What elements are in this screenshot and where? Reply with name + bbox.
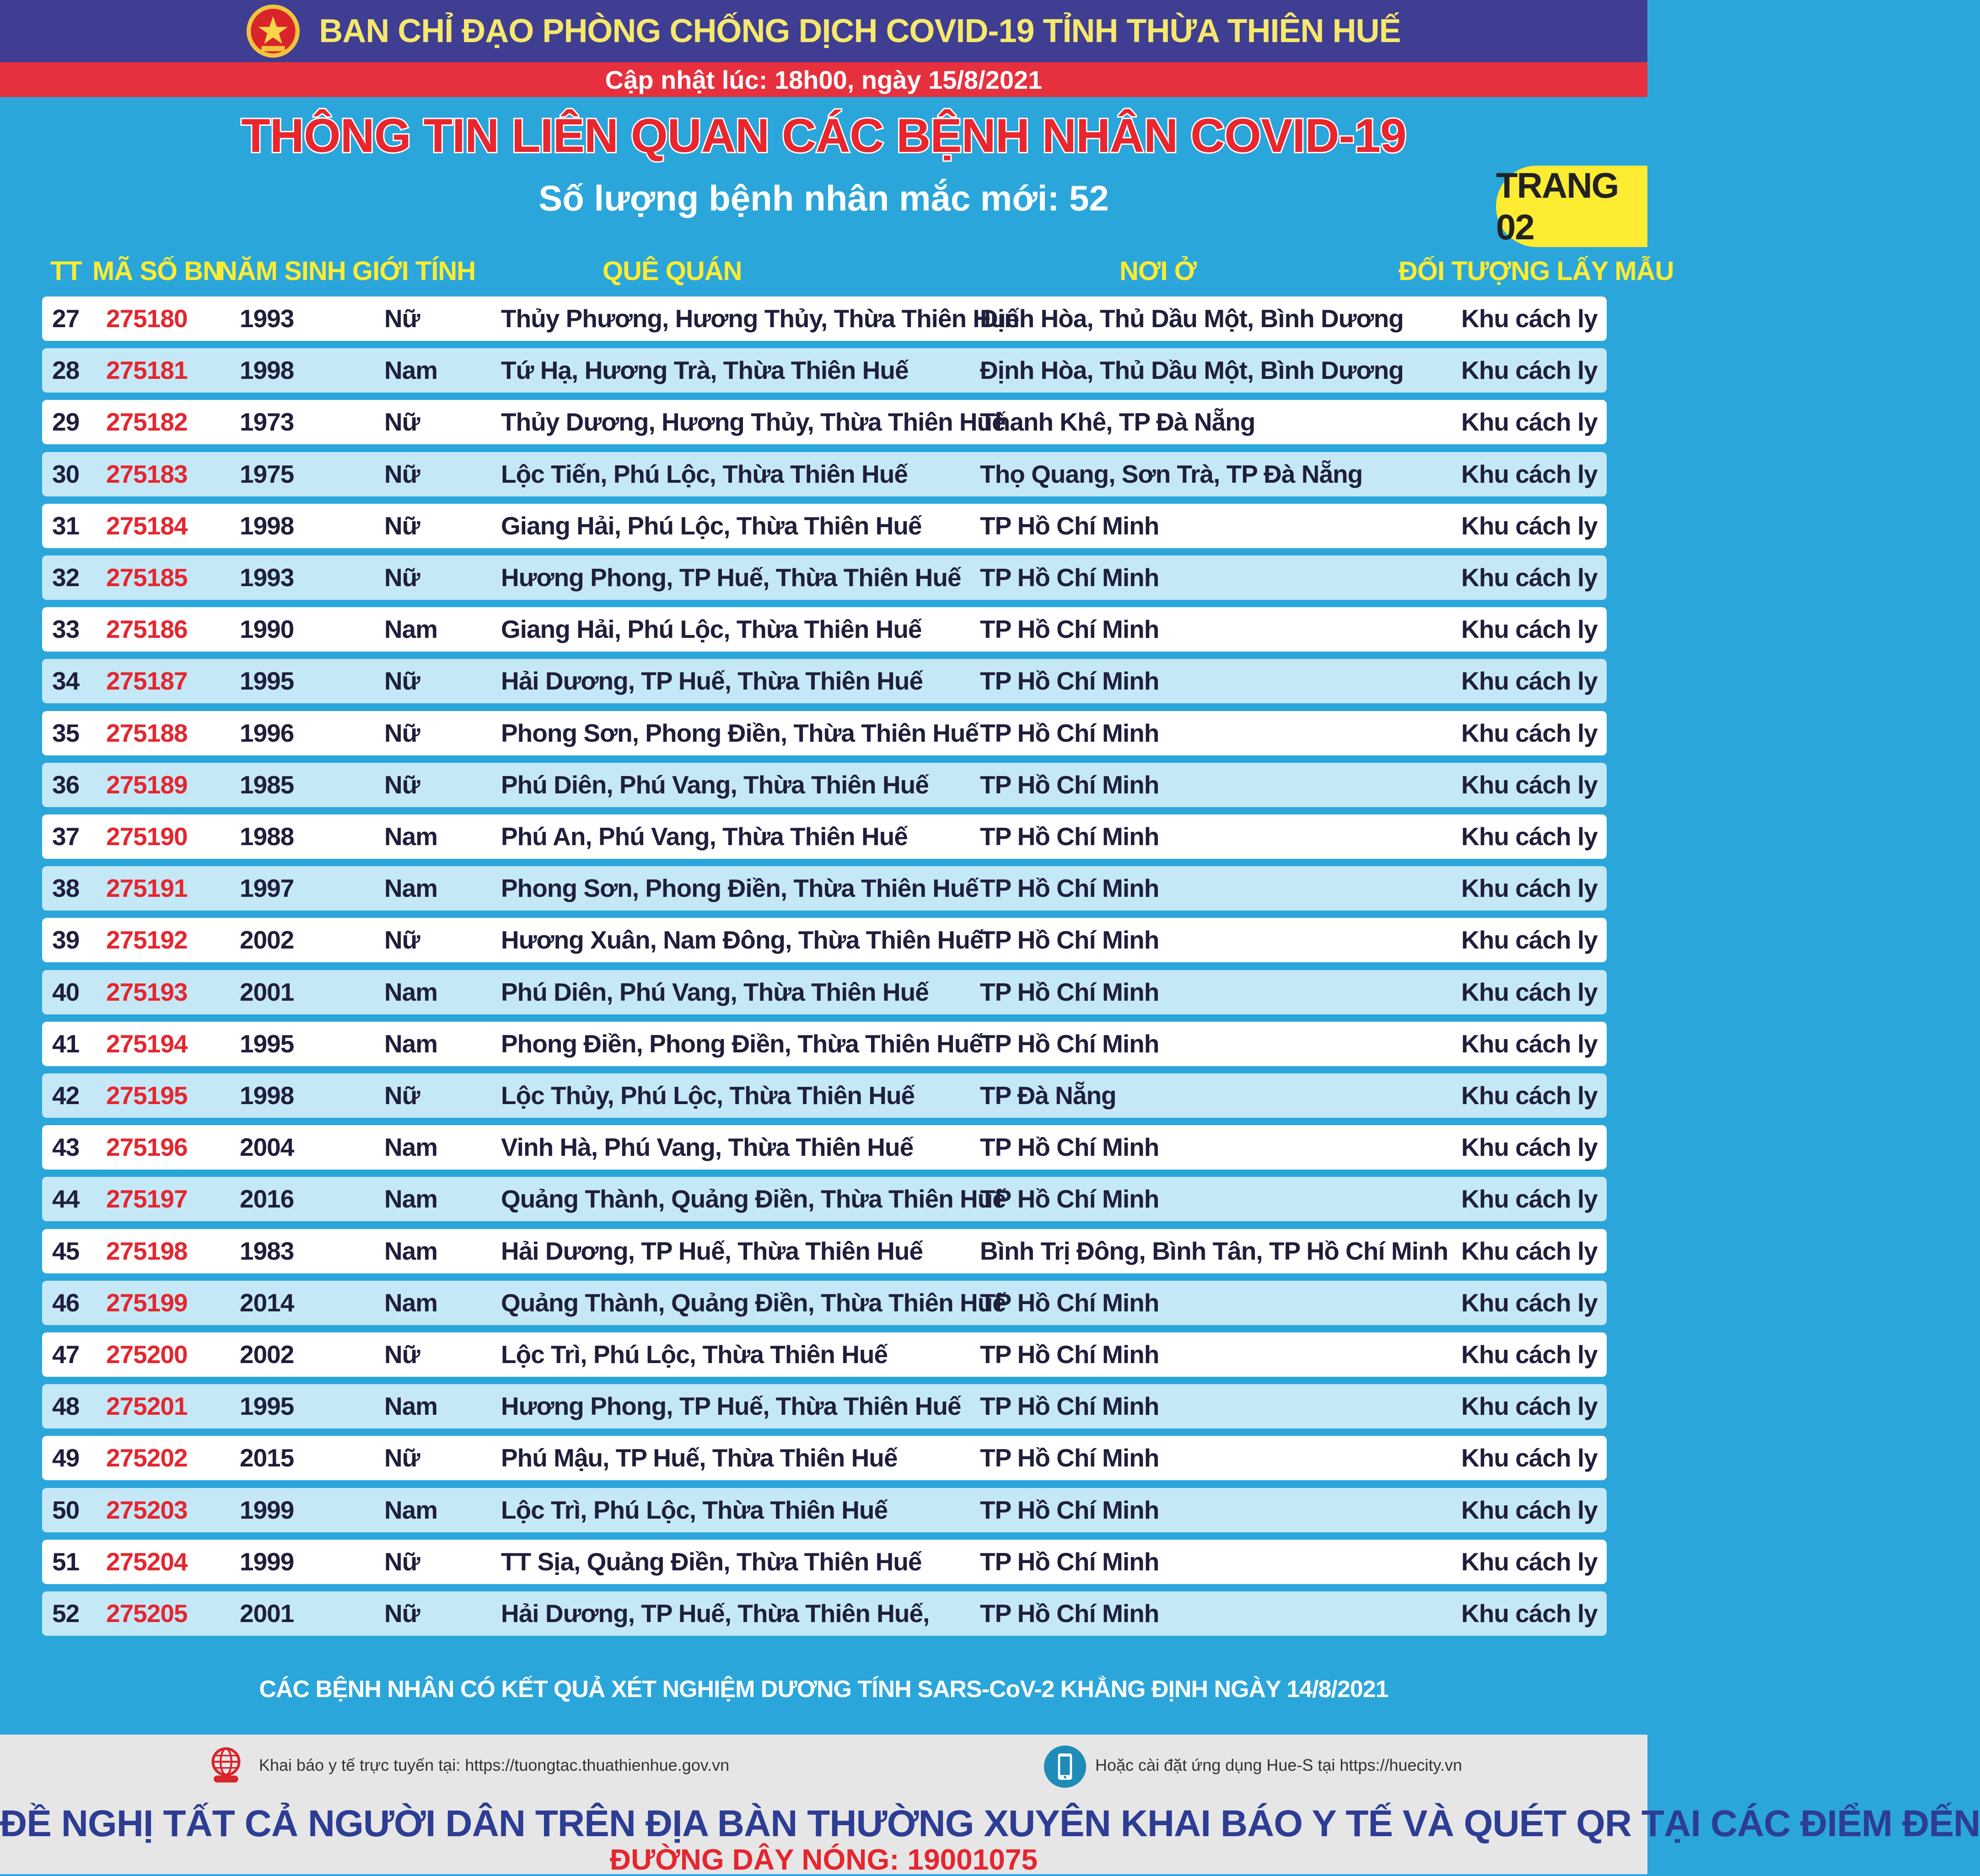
table-row xyxy=(42,866,1607,911)
cell-code: 275183 xyxy=(106,459,188,488)
cell-year: 1996 xyxy=(240,718,294,747)
cell-hometown: Phong Điền, Phong Điền, Thừa Thiên Huế xyxy=(501,1029,983,1058)
table-row xyxy=(42,1332,1607,1377)
cell-hometown: Vinh Hà, Phú Vang, Thừa Thiên Huế xyxy=(501,1133,914,1162)
cell-year: 1995 xyxy=(240,667,294,695)
cell-tt: 36 xyxy=(52,770,80,799)
cell-tt: 43 xyxy=(52,1133,80,1162)
cell-sample: Khu cách ly xyxy=(1461,408,1598,437)
cell-hometown: Hương Phong, TP Huế, Thừa Thiên Huế xyxy=(501,563,961,592)
cell-year: 1975 xyxy=(240,459,294,488)
table-row xyxy=(42,1281,1607,1325)
cell-residence: Bình Trị Đông, Bình Tân, TP Hồ Chí Minh xyxy=(980,1236,1448,1265)
cell-year: 1985 xyxy=(240,770,294,799)
page-number-badge xyxy=(1496,166,1647,247)
cell-residence: Định Hòa, Thủ Dầu Một, Bình Dương xyxy=(980,356,1404,385)
app-install-text: Hoặc cài đặt ứng dụng Hue-S tại https://huecity.vn xyxy=(1095,1756,1462,1774)
table-row xyxy=(42,296,1607,341)
cell-hometown: Hải Dương, TP Huế, Thừa Thiên Huế, xyxy=(501,1599,930,1628)
cell-sample: Khu cách ly xyxy=(1461,874,1598,903)
table-row xyxy=(42,1488,1607,1532)
top-banner xyxy=(0,0,1647,62)
cell-gender: Nam xyxy=(384,356,438,385)
cell-year: 2014 xyxy=(240,1288,294,1317)
cell-tt: 37 xyxy=(52,822,80,851)
cell-residence: TP Hồ Chí Minh xyxy=(980,667,1159,695)
table-row xyxy=(42,607,1607,652)
cell-code: 275201 xyxy=(106,1392,188,1421)
cell-sample: Khu cách ly xyxy=(1461,667,1598,695)
cell-sample: Khu cách ly xyxy=(1461,615,1598,644)
cell-residence: TP Hồ Chí Minh xyxy=(980,1444,1159,1472)
cell-year: 1997 xyxy=(240,874,294,903)
cell-code: 275197 xyxy=(106,1185,188,1213)
cell-year: 2002 xyxy=(240,926,294,954)
cell-sample: Khu cách ly xyxy=(1461,1392,1598,1421)
column-header-hometown: QUÊ QUÁN xyxy=(603,256,742,286)
cell-hometown: Lộc Tiến, Phú Lộc, Thừa Thiên Huế xyxy=(501,459,908,488)
cell-residence: Thọ Quang, Sơn Trà, TP Đà Nẵng xyxy=(980,459,1363,488)
cell-year: 2016 xyxy=(240,1185,294,1213)
cell-tt: 52 xyxy=(52,1599,80,1628)
cell-year: 1998 xyxy=(240,356,294,385)
column-header-tt: TT xyxy=(50,256,82,286)
cell-gender: Nữ xyxy=(384,304,420,333)
cell-tt: 39 xyxy=(52,926,80,954)
main-title: THÔNG TIN LIÊN QUAN CÁC BỆNH NHÂN COVID-19 xyxy=(241,109,1406,162)
cell-gender: Nữ xyxy=(384,563,420,592)
cell-residence: TP Hồ Chí Minh xyxy=(980,1029,1159,1058)
column-header-code: MÃ SỐ BN xyxy=(92,256,221,286)
cell-code: 275204 xyxy=(106,1547,188,1576)
cell-residence: TP Hồ Chí Minh xyxy=(980,1340,1159,1369)
cell-sample: Khu cách ly xyxy=(1461,511,1598,540)
cell-residence: TP Hồ Chí Minh xyxy=(980,874,1159,903)
cell-year: 1993 xyxy=(240,563,294,592)
table-row xyxy=(42,1591,1607,1636)
cell-tt: 34 xyxy=(52,667,80,695)
cell-residence: TP Hồ Chí Minh xyxy=(980,1599,1159,1628)
cell-code: 275192 xyxy=(106,926,188,954)
table-row xyxy=(42,1073,1607,1118)
cell-hometown: Giang Hải, Phú Lộc, Thừa Thiên Huế xyxy=(501,511,922,540)
cell-hometown: Giang Hải, Phú Lộc, Thừa Thiên Huế xyxy=(501,615,922,644)
cell-sample: Khu cách ly xyxy=(1461,1236,1598,1265)
table-header xyxy=(42,251,1674,292)
cell-tt: 38 xyxy=(52,874,80,903)
cell-gender: Nữ xyxy=(384,1444,420,1472)
cell-gender: Nữ xyxy=(384,408,420,437)
cell-gender: Nữ xyxy=(384,718,420,747)
cell-residence: TP Hồ Chí Minh xyxy=(980,563,1159,592)
cell-hometown: Phú An, Phú Vang, Thừa Thiên Huế xyxy=(501,822,908,851)
table-row xyxy=(42,970,1607,1014)
page-number-label: TRANG 02 xyxy=(1496,165,1619,247)
national-emblem-icon xyxy=(247,5,300,58)
cell-hometown: Phong Sơn, Phong Điền, Thừa Thiên Huế xyxy=(501,718,979,747)
cell-year: 1983 xyxy=(240,1236,294,1265)
appeal-message: ĐỀ NGHỊ TẤT CẢ NGƯỜI DÂN TRÊN ĐỊA BÀN THƯỜNG XUYÊN KHAI BÁO Y TẾ VÀ QUÉT QR TẠI CÁC ĐIỂM ĐẾN xyxy=(0,1803,1980,1844)
table-row xyxy=(42,1022,1607,1066)
cell-gender: Nữ xyxy=(384,667,420,695)
cell-hometown: Thủy Dương, Hương Thủy, Thừa Thiên Huế xyxy=(501,408,1006,437)
table-row xyxy=(42,814,1607,859)
cell-tt: 40 xyxy=(52,977,80,1006)
cell-code: 275205 xyxy=(106,1599,188,1628)
cell-code: 275181 xyxy=(106,356,188,385)
cell-code: 275202 xyxy=(106,1444,188,1472)
column-header-sample: ĐỐI TƯỢNG LẤY MẪU xyxy=(1399,256,1674,286)
table-row xyxy=(42,1540,1607,1584)
cell-sample: Khu cách ly xyxy=(1461,718,1598,747)
table-row xyxy=(42,400,1607,444)
cell-year: 1998 xyxy=(240,1081,294,1110)
cell-year: 2015 xyxy=(240,1444,294,1472)
cell-sample: Khu cách ly xyxy=(1461,926,1598,954)
table-row xyxy=(42,504,1607,548)
cell-code: 275184 xyxy=(106,511,188,540)
cell-sample: Khu cách ly xyxy=(1461,1185,1598,1213)
cell-sample: Khu cách ly xyxy=(1461,822,1598,851)
cell-tt: 50 xyxy=(52,1495,80,1524)
cell-tt: 29 xyxy=(52,408,80,437)
cell-hometown: Lộc Thủy, Phú Lộc, Thừa Thiên Huế xyxy=(501,1081,915,1110)
cell-year: 1973 xyxy=(240,408,294,437)
cell-tt: 42 xyxy=(52,1081,80,1110)
cell-sample: Khu cách ly xyxy=(1461,770,1598,799)
table-row xyxy=(42,348,1607,393)
cell-sample: Khu cách ly xyxy=(1461,459,1598,488)
cell-code: 275194 xyxy=(106,1029,188,1058)
cell-year: 2004 xyxy=(240,1133,294,1162)
cell-hometown: Hải Dương, TP Huế, Thừa Thiên Huế xyxy=(501,1236,923,1265)
cell-tt: 31 xyxy=(52,511,80,540)
cell-gender: Nữ xyxy=(384,1547,420,1576)
cell-gender: Nam xyxy=(384,615,438,644)
cell-year: 2002 xyxy=(240,1340,294,1369)
cell-gender: Nam xyxy=(384,1495,438,1524)
cell-code: 275196 xyxy=(106,1133,188,1162)
cell-gender: Nam xyxy=(384,1185,438,1213)
cell-hometown: Thủy Phương, Hương Thủy, Thừa Thiên Huế xyxy=(501,304,1019,333)
cell-sample: Khu cách ly xyxy=(1461,977,1598,1006)
cell-code: 275186 xyxy=(106,615,188,644)
cell-tt: 48 xyxy=(52,1392,80,1421)
table-row xyxy=(42,1384,1607,1429)
cell-residence: TP Hồ Chí Minh xyxy=(980,1288,1159,1317)
cell-sample: Khu cách ly xyxy=(1461,1547,1598,1576)
cell-gender: Nữ xyxy=(384,770,420,799)
cell-tt: 35 xyxy=(52,718,80,747)
cell-code: 275200 xyxy=(106,1340,188,1369)
cell-tt: 44 xyxy=(52,1185,80,1213)
footer xyxy=(0,1735,1980,1876)
cell-code: 275187 xyxy=(106,667,188,695)
cell-year: 1988 xyxy=(240,822,294,851)
cell-code: 275203 xyxy=(106,1495,188,1524)
cell-residence: TP Hồ Chí Minh xyxy=(980,1495,1159,1524)
cell-gender: Nữ xyxy=(384,1599,420,1628)
cell-residence: Thanh Khê, TP Đà Nẵng xyxy=(980,408,1255,437)
cell-gender: Nam xyxy=(384,1029,438,1058)
cell-hometown: Tứ Hạ, Hương Trà, Thừa Thiên Huế xyxy=(501,356,909,385)
cell-sample: Khu cách ly xyxy=(1461,1288,1598,1317)
column-header-year: NĂM SINH xyxy=(218,256,346,286)
cell-gender: Nữ xyxy=(384,459,420,488)
cell-hometown: Hương Phong, TP Huế, Thừa Thiên Huế xyxy=(501,1392,961,1421)
cell-hometown: TT Sịa, Quảng Điền, Thừa Thiên Huế xyxy=(501,1547,922,1576)
cell-code: 275191 xyxy=(106,874,188,903)
cell-code: 275199 xyxy=(106,1288,188,1317)
cell-tt: 46 xyxy=(52,1288,80,1317)
cell-year: 2001 xyxy=(240,977,294,1006)
cell-gender: Nam xyxy=(384,822,438,851)
cell-residence: TP Hồ Chí Minh xyxy=(980,770,1159,799)
cell-sample: Khu cách ly xyxy=(1461,1029,1598,1058)
cell-tt: 41 xyxy=(52,1029,80,1058)
cell-hometown: Hải Dương, TP Huế, Thừa Thiên Huế xyxy=(501,667,923,695)
cell-gender: Nữ xyxy=(384,926,420,954)
cell-tt: 28 xyxy=(52,356,80,385)
cell-year: 2001 xyxy=(240,1599,294,1628)
table-row xyxy=(42,763,1607,807)
cell-code: 275180 xyxy=(106,304,188,333)
cell-residence: TP Hồ Chí Minh xyxy=(980,1547,1159,1576)
cell-residence: TP Hồ Chí Minh xyxy=(980,977,1159,1006)
cell-hometown: Quảng Thành, Quảng Điền, Thừa Thiên Huế xyxy=(501,1185,1006,1213)
cell-gender: Nam xyxy=(384,1236,438,1265)
cell-hometown: Lộc Trì, Phú Lộc, Thừa Thiên Huế xyxy=(501,1495,888,1524)
cell-gender: Nam xyxy=(384,1392,438,1421)
cell-residence: TP Đà Nẵng xyxy=(980,1081,1116,1110)
cell-residence: TP Hồ Chí Minh xyxy=(980,1133,1159,1162)
cell-year: 1995 xyxy=(240,1392,294,1421)
cell-tt: 47 xyxy=(52,1340,80,1369)
cell-year: 1999 xyxy=(240,1547,294,1576)
cell-hometown: Lộc Trì, Phú Lộc, Thừa Thiên Huế xyxy=(501,1340,888,1369)
cell-residence: TP Hồ Chí Minh xyxy=(980,926,1159,954)
cell-gender: Nam xyxy=(384,1133,438,1162)
cell-residence: TP Hồ Chí Minh xyxy=(980,1185,1159,1213)
cell-residence: TP Hồ Chí Minh xyxy=(980,511,1159,540)
cell-hometown: Quảng Thành, Quảng Điền, Thừa Thiên Huế xyxy=(501,1288,1006,1317)
cell-residence: TP Hồ Chí Minh xyxy=(980,718,1159,747)
cell-residence: TP Hồ Chí Minh xyxy=(980,1392,1159,1421)
cell-gender: Nữ xyxy=(384,511,420,540)
cell-residence: TP Hồ Chí Minh xyxy=(980,615,1159,644)
cell-tt: 27 xyxy=(52,304,80,333)
cell-gender: Nam xyxy=(384,1288,438,1317)
cell-hometown: Phú Diên, Phú Vang, Thừa Thiên Huế xyxy=(501,977,929,1006)
table-row xyxy=(42,1436,1607,1480)
cell-tt: 51 xyxy=(52,1547,80,1576)
cell-residence: TP Hồ Chí Minh xyxy=(980,822,1159,851)
cell-hometown: Phong Sơn, Phong Điền, Thừa Thiên Huế xyxy=(501,874,979,903)
confirmation-note: CÁC BỆNH NHÂN CÓ KẾT QUẢ XÉT NGHIỆM DƯƠNG TÍNH SARS-CoV-2 KHẲNG ĐỊNH NGÀY 14/8/2021 xyxy=(259,1676,1388,1703)
cell-gender: Nữ xyxy=(384,1340,420,1369)
cell-sample: Khu cách ly xyxy=(1461,304,1598,333)
cell-year: 1995 xyxy=(240,1029,294,1058)
cell-sample: Khu cách ly xyxy=(1461,1444,1598,1472)
cell-sample: Khu cách ly xyxy=(1461,563,1598,592)
cell-code: 275198 xyxy=(106,1236,188,1265)
update-bar xyxy=(0,62,1647,97)
cell-sample: Khu cách ly xyxy=(1461,1133,1598,1162)
cell-sample: Khu cách ly xyxy=(1461,1081,1598,1110)
column-header-residence: NƠI Ở xyxy=(1119,256,1197,286)
globe-www-icon xyxy=(207,1746,245,1784)
hotline-number: ĐƯỜNG DÂY NÓNG: 19001075 xyxy=(609,1843,1038,1876)
mobile-app-icon xyxy=(1043,1745,1087,1789)
column-header-gender: GIỚI TÍNH xyxy=(352,256,476,286)
cell-tt: 32 xyxy=(52,563,80,592)
cell-code: 275182 xyxy=(106,408,188,437)
cell-code: 275188 xyxy=(106,718,188,747)
cell-year: 1998 xyxy=(240,511,294,540)
table-row xyxy=(42,1177,1607,1221)
table-row xyxy=(42,452,1607,496)
cell-hometown: Phú Mậu, TP Huế, Thừa Thiên Huế xyxy=(501,1444,898,1472)
cell-tt: 30 xyxy=(52,459,80,488)
cell-hometown: Hương Xuân, Nam Đông, Thừa Thiên Huế xyxy=(501,926,984,954)
cell-code: 275185 xyxy=(106,563,188,592)
cell-year: 1993 xyxy=(240,304,294,333)
table-row xyxy=(42,555,1607,600)
cell-sample: Khu cách ly xyxy=(1461,1495,1598,1524)
new-cases-count: Số lượng bệnh nhân mắc mới: 52 xyxy=(538,178,1109,218)
cell-hometown: Phú Diên, Phú Vang, Thừa Thiên Huế xyxy=(501,770,929,799)
cell-gender: Nam xyxy=(384,874,438,903)
cell-tt: 49 xyxy=(52,1444,80,1472)
cell-gender: Nữ xyxy=(384,1081,420,1110)
cell-tt: 45 xyxy=(52,1236,80,1265)
cell-sample: Khu cách ly xyxy=(1461,356,1598,385)
organization-title: BAN CHỈ ĐẠO PHÒNG CHỐNG DỊCH COVID-19 TỈNH THỪA THIÊN HUẾ xyxy=(319,13,1401,49)
cell-code: 275189 xyxy=(106,770,188,799)
update-time: Cập nhật lúc: 18h00, ngày 15/8/2021 xyxy=(605,65,1043,94)
cell-code: 275193 xyxy=(106,977,188,1006)
cell-tt: 33 xyxy=(52,615,80,644)
cell-sample: Khu cách ly xyxy=(1461,1599,1598,1628)
web-declaration-text: Khai báo y tế trực tuyến tại: https://tuongtac.thuathienhue.gov.vn xyxy=(259,1756,730,1774)
cell-sample: Khu cách ly xyxy=(1461,1340,1598,1369)
cell-year: 1999 xyxy=(240,1495,294,1524)
cell-residence: Định Hòa, Thủ Dầu Một, Bình Dương xyxy=(980,304,1404,333)
table-row xyxy=(42,711,1607,755)
cell-code: 275195 xyxy=(106,1081,188,1110)
cell-code: 275190 xyxy=(106,822,188,851)
table-row xyxy=(42,659,1607,703)
cell-gender: Nam xyxy=(384,977,438,1006)
table-row xyxy=(42,918,1607,962)
table-row xyxy=(42,1125,1607,1170)
table-row xyxy=(42,1229,1607,1273)
cell-year: 1990 xyxy=(240,615,294,644)
